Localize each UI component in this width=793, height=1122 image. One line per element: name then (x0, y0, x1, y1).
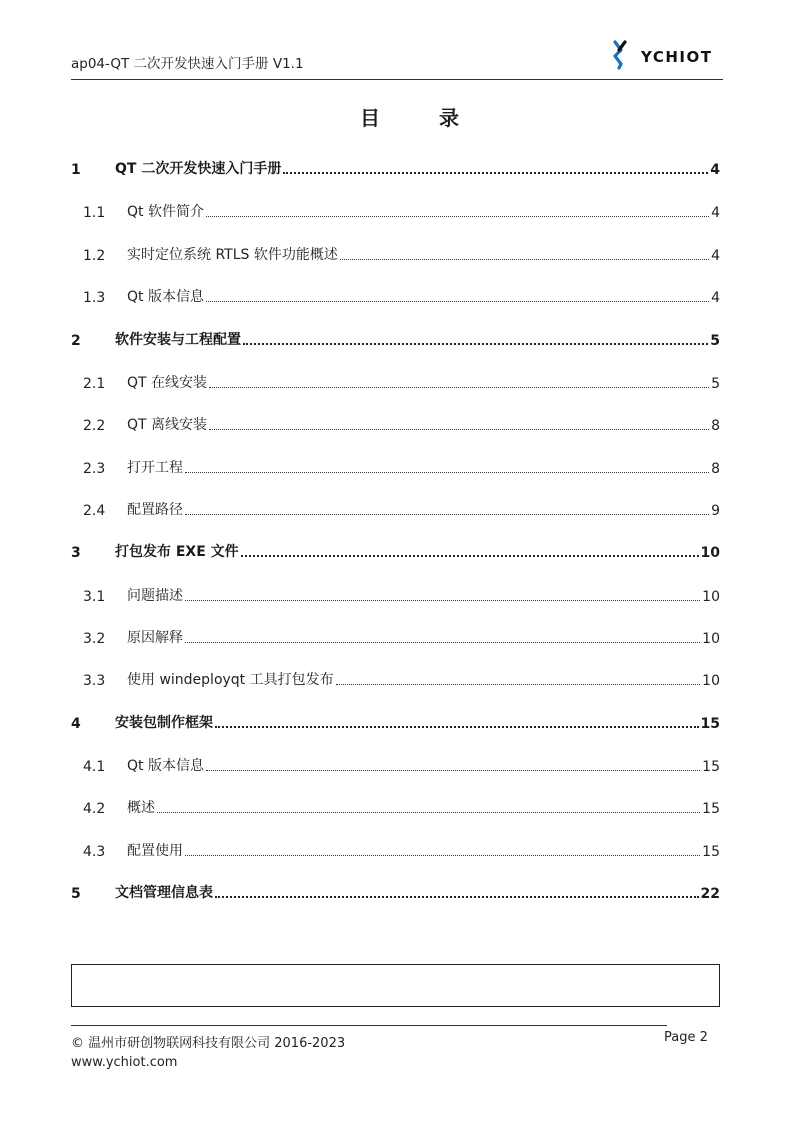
toc-dot-leader (283, 172, 708, 174)
toc-dot-leader (241, 555, 699, 557)
toc-entry[interactable] (71, 284, 720, 306)
toc-entry[interactable] (71, 327, 720, 349)
empty-box (71, 964, 720, 1007)
toc-entry-number: 2.3 (83, 461, 106, 477)
toc-dot-leader (206, 216, 709, 217)
header-title: ap04-QT 二次开发快速入门手册 V1.1 (71, 56, 304, 72)
toc-entry-number: 3.3 (83, 673, 106, 689)
toc-entry-page: 10 (702, 631, 720, 647)
toc-entry-label: Qt 软件简介 (127, 204, 204, 220)
toc-entry-label: 配置路径 (127, 502, 183, 518)
toc-entry[interactable] (71, 370, 720, 392)
toc-dot-leader (206, 770, 700, 771)
toc-entry-label: 概述 (127, 800, 155, 816)
toc-dot-leader (215, 726, 699, 728)
footer-copyright: © 温州市研创物联网科技有限公司 2016-2023 (71, 1036, 346, 1051)
toc-entry-page: 10 (702, 673, 720, 689)
toc-entry-label: 原因解释 (127, 630, 183, 646)
toc-dot-leader (206, 301, 709, 302)
toc-entry[interactable] (71, 753, 720, 775)
page-number: Page 2 (664, 1030, 708, 1045)
toc-entry-page: 8 (711, 461, 720, 477)
toc-entry[interactable] (71, 880, 720, 902)
toc-dot-leader (185, 472, 709, 473)
toc-entry-label: 安装包制作框架 (115, 715, 213, 731)
toc-entry-number: 1.1 (83, 205, 106, 221)
toc-entry[interactable] (71, 539, 720, 561)
toc-dot-leader (185, 514, 709, 515)
toc-entry-page: 15 (702, 844, 720, 860)
toc-dot-leader (185, 642, 700, 643)
toc-entry-label: 问题描述 (127, 588, 183, 604)
toc-entry-page: 5 (711, 376, 720, 392)
toc-entry-page: 15 (702, 759, 720, 775)
toc-entry-label: 打开工程 (127, 460, 183, 476)
toc-entry-label: 文档管理信息表 (115, 885, 213, 901)
toc-entry-number: 2.1 (83, 376, 106, 392)
toc-entry[interactable] (71, 156, 720, 178)
toc-entry-label: QT 离线安装 (127, 417, 208, 433)
toc-entry[interactable] (71, 412, 720, 434)
toc-dot-leader (336, 684, 701, 685)
toc-entry[interactable] (71, 838, 720, 860)
toc-entry-page: 22 (700, 886, 720, 902)
toc-entry-number: 2 (71, 333, 81, 349)
toc-entry-label: QT 二次开发快速入门手册 (115, 161, 282, 177)
toc-entry-page: 4 (711, 205, 720, 221)
toc-dot-leader (185, 600, 700, 601)
header-divider (71, 79, 723, 80)
toc-entry-number: 5 (71, 886, 81, 902)
toc-dot-leader (157, 812, 700, 813)
toc-entry-number: 2.2 (83, 418, 106, 434)
toc-entry[interactable] (71, 583, 720, 605)
toc-entry-number: 4.1 (83, 759, 106, 775)
ychiot-logo-icon (611, 40, 637, 70)
toc-entry-label: 实时定位系统 RTLS 软件功能概述 (127, 247, 338, 263)
toc-entry[interactable] (71, 795, 720, 817)
toc-entry-page: 4 (711, 248, 720, 264)
toc-dot-leader (215, 896, 699, 898)
toc-entry-page: 5 (710, 333, 720, 349)
toc-entry-number: 1 (71, 162, 81, 178)
toc-entry-page: 4 (710, 162, 720, 178)
ychiot-logo (611, 40, 721, 70)
toc-entry[interactable] (71, 710, 720, 732)
toc-entry-page: 10 (702, 589, 720, 605)
toc-entry[interactable] (71, 667, 720, 689)
toc-entry-page: 8 (711, 418, 720, 434)
footer-website[interactable]: www.ychiot.com (71, 1055, 178, 1070)
toc-entry-number: 4.2 (83, 801, 106, 817)
toc-entry-number: 2.4 (83, 503, 106, 519)
toc-dot-leader (243, 343, 708, 345)
toc-entry-page: 10 (700, 545, 720, 561)
toc-entry-number: 1.3 (83, 290, 106, 306)
toc-entry-number: 4.3 (83, 844, 106, 860)
toc-entry-page: 15 (700, 716, 720, 732)
toc-dot-leader (209, 387, 709, 388)
toc-dot-leader (209, 429, 709, 430)
toc-entry-label: 使用 windeployqt 工具打包发布 (127, 672, 334, 688)
toc-title: 目 录 (360, 106, 485, 130)
toc-entry-number: 3.1 (83, 589, 106, 605)
toc-entry[interactable] (71, 199, 720, 221)
toc-entry[interactable] (71, 625, 720, 647)
toc-entry-label: Qt 版本信息 (127, 758, 204, 774)
toc-entry-number: 1.2 (83, 248, 106, 264)
toc-entry-label: 打包发布 EXE 文件 (115, 544, 239, 560)
toc-entry-label: 配置使用 (127, 843, 183, 859)
toc-entry-label: Qt 版本信息 (127, 289, 204, 305)
toc-dot-leader (185, 855, 700, 856)
toc-entry-number: 3 (71, 545, 81, 561)
toc-entry-page: 15 (702, 801, 720, 817)
toc-entry-page: 4 (711, 290, 720, 306)
toc-entry-page: 9 (711, 503, 720, 519)
toc-dot-leader (340, 259, 709, 260)
toc-entry-number: 3.2 (83, 631, 106, 647)
toc-entry[interactable] (71, 242, 720, 264)
toc-entry[interactable] (71, 455, 720, 477)
logo-text: YCHIOT (641, 48, 713, 66)
toc-entry-number: 4 (71, 716, 81, 732)
toc-entry-label: 软件安装与工程配置 (115, 332, 241, 348)
toc-entry-label: QT 在线安装 (127, 375, 208, 391)
footer-divider (71, 1025, 667, 1026)
toc-entry[interactable] (71, 497, 720, 519)
